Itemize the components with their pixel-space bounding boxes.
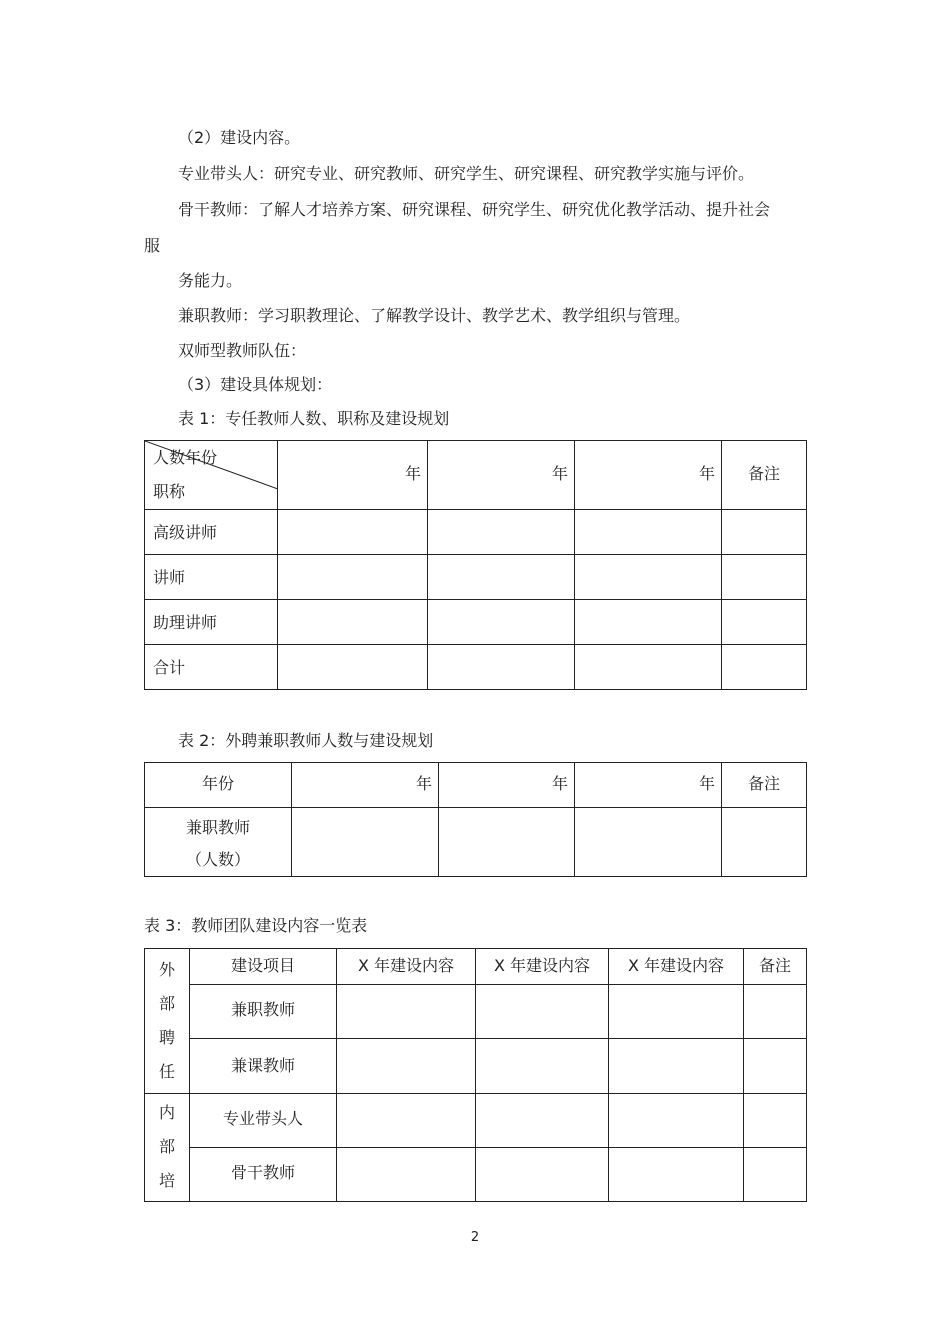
table-cell (476, 1039, 609, 1094)
table-cell (337, 1094, 476, 1148)
table-cell (575, 645, 722, 690)
paragraph-core-teacher-cont: 务能力。 (178, 271, 243, 290)
table1-row-label: 合计 (145, 645, 278, 690)
group-char: 任 (158, 1062, 175, 1081)
table3-group-external (145, 949, 190, 1094)
page-number: 2 (470, 1230, 480, 1245)
table-cell (476, 1094, 609, 1148)
table2-year-2: 年 (439, 763, 575, 808)
table-cell (575, 555, 722, 600)
table-cell (428, 645, 575, 690)
paragraph-parttime-teacher: 兼职教师：学习职教理论、了解教学设计、教学艺术、教学组织与管理。 (178, 306, 691, 325)
table3-row-label: 骨干教师 (190, 1148, 337, 1202)
table2-header-year: 年份 (145, 763, 292, 808)
table3 (144, 948, 807, 1202)
table-cell (278, 600, 428, 645)
table2-year-3: 年 (575, 763, 722, 808)
table-cell (609, 985, 744, 1039)
table-cell (428, 555, 575, 600)
table1-diagonal-header (145, 441, 278, 510)
table-cell (476, 985, 609, 1039)
table2-row-label-line1: 兼职教师 (185, 818, 250, 837)
table3-row-label: 兼职教师 (190, 985, 337, 1039)
paragraph-core-teacher-wrap: 服 (144, 236, 161, 255)
table3-remark: 备注 (744, 949, 807, 985)
table1-row-label: 讲师 (145, 555, 278, 600)
table-cell (476, 1148, 609, 1202)
table1-row-label: 助理讲师 (145, 600, 278, 645)
table-cell (278, 555, 428, 600)
table2-remark: 备注 (722, 763, 807, 808)
table2 (144, 762, 807, 877)
table3-header-x2: X 年建设内容 (476, 949, 609, 985)
paragraph-lead-teacher: 专业带头人：研究专业、研究教师、研究学生、研究课程、研究教学实施与评价。 (178, 164, 755, 183)
group-char: 培 (158, 1171, 175, 1190)
table-cell (292, 808, 439, 877)
table-cell (744, 1094, 807, 1148)
table-cell (278, 645, 428, 690)
table-cell (722, 600, 807, 645)
table-cell (575, 600, 722, 645)
table3-row-label: 专业带头人 (190, 1094, 337, 1148)
group-char: 外 (158, 960, 175, 979)
table-cell (744, 1039, 807, 1094)
table2-year-1: 年 (292, 763, 439, 808)
table-cell (439, 808, 575, 877)
table3-header-x1: X 年建设内容 (337, 949, 476, 985)
table2-row-label-line2: （人数） (185, 850, 250, 869)
table-cell (575, 510, 722, 555)
table1-year-2: 年 (428, 441, 575, 510)
table3-header-x3: X 年建设内容 (609, 949, 744, 985)
table1-remark: 备注 (722, 441, 807, 510)
paragraph-build-content-heading: （2）建设内容。 (178, 128, 301, 147)
table1-row-label: 高级讲师 (145, 510, 278, 555)
table3-group-internal (145, 1094, 190, 1202)
paragraph-plan-heading: （3）建设具体规划： (178, 375, 333, 394)
table2-caption: 表 2：外聘兼职教师人数与建设规划 (178, 731, 434, 750)
table-cell (609, 1039, 744, 1094)
paragraph-core-teacher: 骨干教师：了解人才培养方案、研究课程、研究学生、研究优化教学活动、提升社会 (178, 200, 771, 219)
table-cell (722, 555, 807, 600)
table-cell (428, 510, 575, 555)
table1 (144, 440, 807, 690)
table-cell (609, 1094, 744, 1148)
group-char: 聘 (158, 1028, 175, 1047)
table2-row-label (145, 808, 292, 877)
table-cell (722, 808, 807, 877)
diag-bottom-label: 职称 (153, 482, 186, 501)
table-cell (722, 510, 807, 555)
group-char: 部 (158, 994, 175, 1013)
table-cell (337, 1039, 476, 1094)
table-cell (744, 1148, 807, 1202)
table3-row-label: 兼课教师 (190, 1039, 337, 1094)
table-cell (337, 1148, 476, 1202)
table-cell (744, 985, 807, 1039)
table-cell (575, 808, 722, 877)
group-char: 部 (158, 1137, 175, 1156)
table-cell (337, 985, 476, 1039)
table-cell (428, 600, 575, 645)
table1-year-3: 年 (575, 441, 722, 510)
table-cell (609, 1148, 744, 1202)
group-char: 内 (158, 1103, 175, 1122)
table3-header-item: 建设项目 (190, 949, 337, 985)
table1-year-1: 年 (278, 441, 428, 510)
paragraph-dual-teacher: 双师型教师队伍： (178, 341, 307, 360)
table3-caption: 表 3：教师团队建设内容一览表 (144, 916, 368, 935)
table-cell (722, 645, 807, 690)
diag-top-label: 人数年份 (153, 448, 218, 467)
table-cell (278, 510, 428, 555)
table1-caption: 表 1：专任教师人数、职称及建设规划 (178, 409, 450, 428)
